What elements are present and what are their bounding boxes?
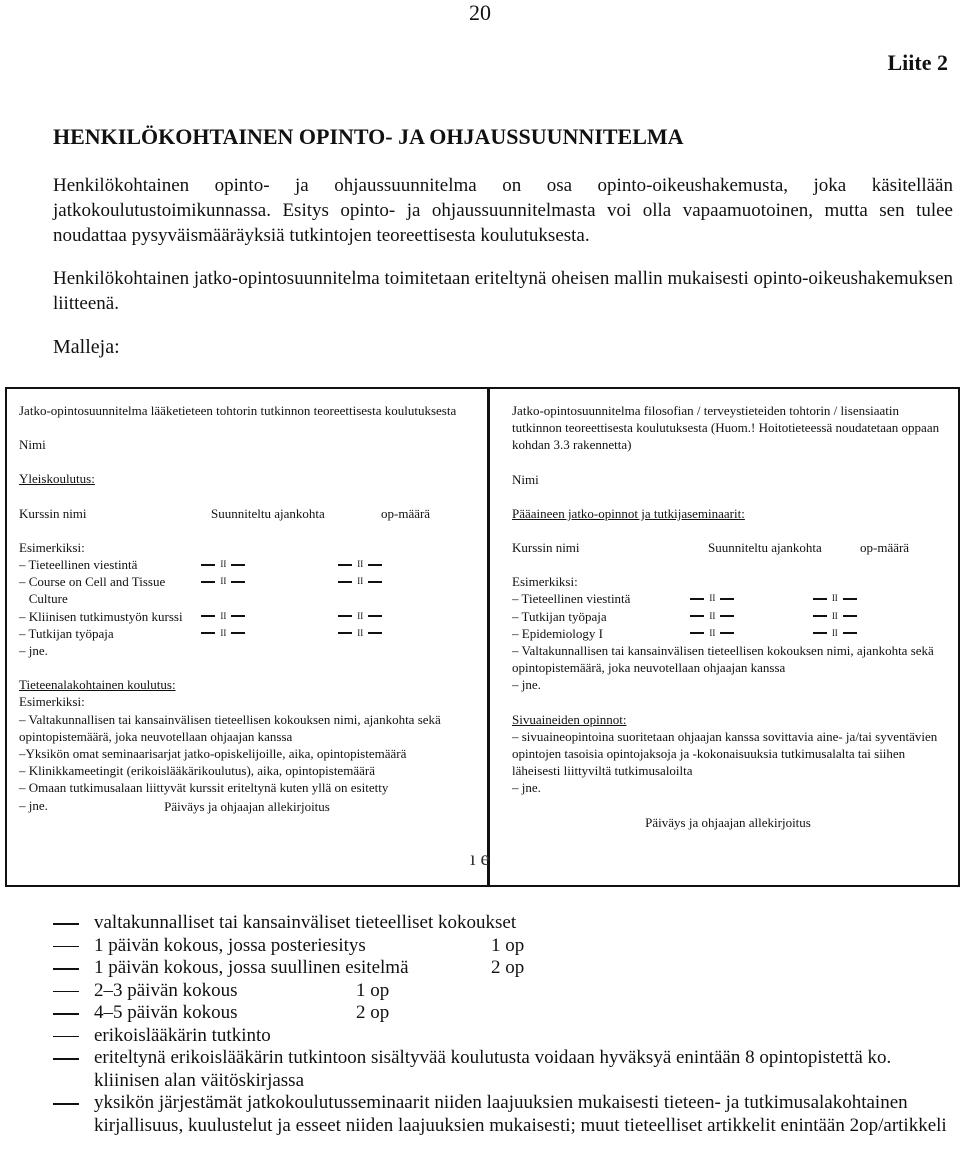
name-label: Nimi: [19, 437, 46, 453]
example-item: – jne.: [512, 677, 541, 693]
credits-mark: II: [338, 625, 475, 642]
list-item: erikoislääkärin tutkinto: [44, 1025, 954, 1048]
example-label: – Kliinisen tutkimustyön kurssi: [19, 608, 183, 624]
list-item: eriteltynä erikoislääkärin tutkintoon sisältyvää koulutusta voidaan hyväksyä enintään 8 opintopistettä ko. kliinisen alan väitöskirjassa: [44, 1047, 954, 1092]
field-item: –Yksikön omat seminaarisarjat jatko-opiskelijoille, aika, opintopistemäärä: [19, 746, 407, 762]
example-row: [512, 608, 944, 625]
credits-list: [44, 912, 954, 1137]
field-training-label: Tieteenalakohtainen koulutus:: [19, 677, 176, 693]
example-row: [19, 556, 475, 573]
major-studies-label: Pääaineen jatko-opinnot ja tutkijaseminaarit:: [512, 505, 745, 521]
example-row: [19, 573, 475, 590]
example-label: Culture: [19, 591, 68, 607]
column-headers: [512, 539, 944, 556]
left-model-box: [5, 387, 489, 887]
list-item: yksikön järjestämät jatkokoulutusseminaarit niiden laajuuksien mukaisesti tieteen- ja tutkimusalakohtainen kirjallisuus, kuulustelut ja esseet niiden laajuuksien mukaisesti; muut tieteelliset artikkelit enintään 2op/artikkeli: [44, 1092, 954, 1137]
intro-paragraph-1: Henkilökohtainen opinto- ja ohjaussuunnitelma on osa opinto-oikeushakemusta, joka käsitellään jatkokoulutustoimikunnassa. Esitys opinto- ja ohjaussuunnitelmasta voi olla vapaamuotoinen, mutta sen tulee noudattaa pysyväismääräyksiä tutkintojen teoreettisesta koulutuksesta.: [53, 175, 953, 246]
col-credits: op-määrä: [860, 540, 910, 556]
col-timing: Suunniteltu ajankohta: [211, 505, 325, 521]
minor-item: – jne.: [512, 780, 541, 796]
list-item: 1 päivän kokous, jossa suullinen esitelmä 2 op: [44, 957, 954, 980]
example-label: – Tieteellinen viestintä: [512, 591, 631, 607]
credits-mark: II: [813, 625, 944, 642]
field-item: – jne.: [19, 797, 48, 813]
example-label: – Course on Cell and Tissue: [19, 574, 166, 590]
example-row: [19, 590, 475, 607]
example-row: [512, 590, 944, 607]
name-label: Nimi: [512, 471, 539, 487]
example-label: – Tutkijan työpaja: [19, 625, 114, 641]
signature-line: Päiväys ja ohjaajan allekirjoitus: [164, 798, 330, 814]
stray-text-fragment: ı e: [470, 848, 490, 870]
intro-paragraph-2: Henkilökohtainen jatko-opintosuunnitelma toimitetaan eriteltynä oheisen mallin mukaisesti opinto-oikeushakemuksen liitteenä.: [53, 268, 953, 314]
timing-mark: II: [690, 590, 812, 607]
example-label: – jne.: [19, 643, 48, 659]
timing-mark: II: [690, 608, 812, 625]
timing-mark: II: [201, 608, 338, 625]
list-item-value: 1 op: [491, 934, 525, 956]
timing-mark: II: [690, 625, 812, 642]
list-item-value: 2 op: [356, 1002, 390, 1023]
column-headers: [19, 505, 475, 522]
general-training-label: Yleiskoulutus:: [19, 471, 95, 487]
field-item: – Valtakunnallisen tai kansainvälisen tieteellisen kokouksen nimi, ajankohta sekä opintopistemäärä, joka neuvotellaan ohjaajan kanssa: [19, 711, 441, 744]
list-item: 2–3 päivän kokous 1 op: [44, 980, 954, 1003]
minor-studies-label: Sivuaineiden opinnot:: [512, 711, 627, 727]
credits-mark: II: [338, 608, 475, 625]
field-examples-label: Esimerkiksi:: [19, 694, 85, 710]
appendix-label: Liite 2: [887, 50, 948, 75]
examples-label: Esimerkiksi:: [19, 539, 85, 555]
credits-mark: II: [338, 573, 475, 590]
credits-mark: II: [338, 556, 475, 573]
field-item: – Omaan tutkimusalaan liittyvät kurssit eriteltynä kuten yllä on esitetty: [19, 780, 389, 796]
examples-label: Esimerkiksi:: [512, 574, 578, 590]
col-course: Kurssin nimi: [19, 505, 87, 521]
example-label: – Tieteellinen viestintä: [19, 557, 138, 573]
example-row: [19, 625, 475, 642]
field-item: – Klinikkameetingit (erikoislääkärikoulutus), aika, opintopistemäärä: [19, 763, 375, 779]
right-box-heading: Jatko-opintosuunnitelma filosofian / terveystieteiden tohtorin / lisensiaatin tutkinnon teoreettisesta koulutuksesta (Huom.! Hoitotieteessä noudatetaan oppaan kohdan 3.3 rakennetta): [512, 403, 940, 453]
credits-mark: II: [813, 590, 944, 607]
page-title: HENKILÖKOHTAINEN OPINTO- JA OHJAUSSUUNNITELMA: [53, 124, 684, 149]
list-item: valtakunnalliset tai kansainväliset tieteelliset kokoukset: [44, 912, 954, 935]
list-item: 1 päivän kokous, jossa posteriesitys 1 op: [44, 935, 954, 958]
page-number: 20: [469, 0, 491, 25]
credits-mark: II: [813, 608, 944, 625]
example-row: [19, 608, 475, 625]
signature-line: Päiväys ja ohjaajan allekirjoitus: [645, 814, 811, 830]
col-timing: Suunniteltu ajankohta: [708, 540, 822, 556]
right-model-box: [488, 387, 960, 887]
list-item: 4–5 päivän kokous 2 op: [44, 1002, 954, 1025]
minor-item: – sivuaineopintoina suoritetaan ohjaajan kanssa sovittavia aine- ja/tai syventävien opintojen tasoisia opintojaksoja ja -kokonaisuuksia tutkimusalalta tai siihen läheisesti liittyviltä tutkimusaloilta: [512, 728, 938, 779]
list-item-value: 1 op: [356, 979, 390, 1001]
col-credits: op-määrä: [381, 505, 431, 521]
example-label: – Tutkijan työpaja: [512, 608, 607, 624]
timing-mark: II: [201, 556, 338, 573]
col-course: Kurssin nimi: [512, 540, 580, 556]
example-label: – Epidemiology I: [512, 625, 603, 641]
example-row: [512, 625, 944, 642]
timing-mark: II: [201, 625, 338, 642]
list-item-value: 2 op: [491, 957, 525, 978]
models-label: Malleja:: [53, 336, 120, 358]
timing-mark: II: [201, 573, 338, 590]
left-box-heading: Jatko-opintosuunnitelma lääketieteen tohtorin tutkinnon teoreettisesta koulutuksesta: [19, 403, 457, 418]
example-item: – Valtakunnallisen tai kansainvälisen tieteellisen kokouksen nimi, ajankohta sekä opintopistemäärä, joka neuvotellaan ohjaajan kanssa: [512, 643, 934, 676]
